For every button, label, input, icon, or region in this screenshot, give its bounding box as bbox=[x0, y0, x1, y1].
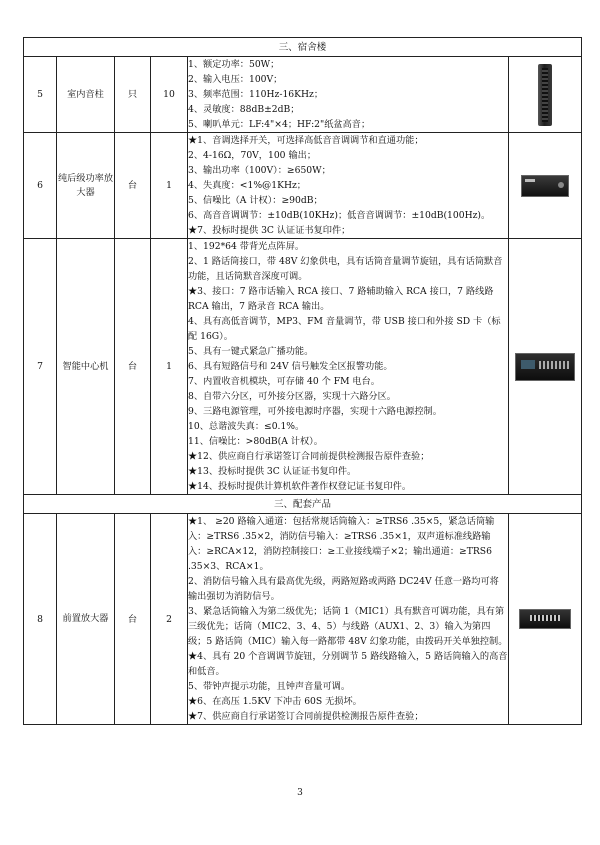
spec-line: 11、信噪比：>80dB(A 计权）。 bbox=[188, 436, 323, 447]
table-row bbox=[24, 239, 582, 495]
spec-line: ★6、在高压 1.5KV 下冲击 60S 无损坏。 bbox=[188, 696, 362, 707]
spec-line: 3、紧急话筒输入为第二级优先；话筒 1（MIC1）具有默音可调功能，具有第三级优先；话筒（MIC2、3、4、5）与线路（AUX1、2、3）输入为第四级；5 路话筒（MIC）输入每一路都带 48V 幻象功能，由拨码开关单独控制。 bbox=[188, 606, 508, 647]
item-unit: 只 bbox=[115, 57, 151, 133]
item-image-cell bbox=[509, 239, 582, 495]
spec-line: 5、信噪比（A 计权）：≥90dB； bbox=[188, 195, 323, 206]
spec-line: 6、具有短路信号和 24V 信号触发全区报警功能。 bbox=[188, 361, 393, 372]
spec-line: 2、1 路话筒接口，带 48V 幻象供电，具有话筒音量调节旋钮，具有话筒默音功能，且话筒默音深度可调。 bbox=[188, 256, 503, 282]
item-name: 智能中心机 bbox=[57, 239, 115, 495]
item-quantity: 1 bbox=[151, 239, 188, 495]
spec-line: 6、高音音调调节：±10dB(10KHz)；低音音调调节：±10dB(100Hz)。 bbox=[188, 210, 491, 221]
spec-line: 1、额定功率：50W； bbox=[188, 59, 280, 70]
spec-line: ★12、供应商自行承诺签订合同前提供检测报告原件查验； bbox=[188, 451, 430, 462]
spec-line: 9、三路电源管理，可外接电源时序器，实现十六路电源控制。 bbox=[188, 406, 442, 417]
power-amplifier-icon bbox=[521, 175, 569, 197]
page-number: 3 bbox=[297, 788, 303, 798]
item-number: 5 bbox=[24, 57, 57, 133]
spec-line: ★4、具有 20 个音调调节旋钮，分别调节 5 路线路输入，5 路话筒输入的高音和低音。 bbox=[188, 651, 508, 677]
section-title-dorm: 三、宿舍楼 bbox=[24, 38, 582, 57]
spec-line: ★1、 ≥20 路输入通道：包括常规话筒输入：≥TRS6 .35×5，紧急话筒输入：≥TRS6 .35×2，消防信号输入：≥TRS6 .35×1，双声道标准线路输入：≥RCA×12，消防控制接口：≥工业接线端子×2；输出通道：≥TRS6 .35×3、RCA×1。 bbox=[188, 516, 495, 572]
section-header-row bbox=[24, 495, 582, 514]
spec-line: 3、频率范围：110Hz-16KHz； bbox=[188, 89, 324, 100]
item-name: 前置放大器 bbox=[57, 514, 115, 725]
table-row bbox=[24, 57, 582, 133]
item-number: 8 bbox=[24, 514, 57, 725]
table-row bbox=[24, 514, 582, 725]
spec-line: ★7、供应商自行承诺签订合同前提供检测报告原件查验； bbox=[188, 711, 424, 722]
spec-line: ★13、投标时提供 3C 认证证书复印件。 bbox=[188, 466, 357, 477]
item-name: 室内音柱 bbox=[57, 57, 115, 133]
spec-line: 2、消防信号输入具有最高优先级，两路短路或两路 DC24V 任意一路均可将输出强切为消防信号。 bbox=[188, 576, 499, 602]
spec-line: ★3、接口：7 路市话输入 RCA 接口、7 路辅助输入 RCA 接口，7 路线路 RCA 输出，7 路录音 RCA 输出。 bbox=[188, 286, 494, 312]
item-unit: 台 bbox=[115, 239, 151, 495]
spec-line: 3、输出功率（100V）：≥650W； bbox=[188, 165, 331, 176]
spec-line: 4、失真度：<1%@1KHz； bbox=[188, 180, 306, 191]
item-quantity: 2 bbox=[151, 514, 188, 725]
spec-line: 8、自带六分区，可外接分区器，实现十六路分区。 bbox=[188, 391, 396, 402]
spec-line: 4、具有高低音调节，MP3、FM 音量调节，带 USB 接口和外接 SD 卡（标配 16G）。 bbox=[188, 316, 501, 342]
spec-line: 7、内置收音机模块，可存储 40 个 FM 电台。 bbox=[188, 376, 380, 387]
item-image-cell bbox=[509, 514, 582, 725]
section-title-accessories: 三、配套产品 bbox=[24, 495, 582, 514]
spec-line: 2、输入电压：100V； bbox=[188, 74, 283, 85]
item-specs bbox=[188, 57, 509, 133]
item-specs bbox=[188, 514, 509, 725]
spec-line: ★14、投标时提供计算机软件著作权登记证书复印件。 bbox=[188, 481, 412, 492]
spec-line: 4、灵敏度：88dB±2dB； bbox=[188, 104, 300, 115]
spec-line: 5、带钟声提示功能，且钟声音量可调。 bbox=[188, 681, 351, 692]
spec-line: 10、总谐波失真：≤0.1%。 bbox=[188, 421, 305, 432]
section-header-row bbox=[24, 38, 582, 57]
item-image-cell bbox=[509, 133, 582, 239]
item-unit: 台 bbox=[115, 514, 151, 725]
item-number: 7 bbox=[24, 239, 57, 495]
item-specs bbox=[188, 239, 509, 495]
item-number: 6 bbox=[24, 133, 57, 239]
spec-line: ★7、投标时提供 3C 认证证书复印件； bbox=[188, 225, 351, 236]
item-image-cell bbox=[509, 57, 582, 133]
spec-line: 1、192*64 带背光点阵屏。 bbox=[188, 241, 305, 252]
spec-line: ★1、音调选择开关，可选择高低音音调调节和直通功能； bbox=[188, 135, 424, 146]
item-quantity: 1 bbox=[151, 133, 188, 239]
spec-line: 5、具有一键式紧急广播功能。 bbox=[188, 346, 314, 357]
spec-line: 2、4-16Ω，70V，100 输出； bbox=[188, 150, 317, 161]
central-controller-icon bbox=[515, 353, 575, 381]
item-name: 纯后级功率放大器 bbox=[57, 133, 115, 239]
column-speaker-icon bbox=[538, 64, 552, 126]
item-quantity: 10 bbox=[151, 57, 188, 133]
preamplifier-icon bbox=[519, 609, 571, 629]
table-row bbox=[24, 133, 582, 239]
equipment-spec-table bbox=[23, 37, 582, 725]
spec-line: 5、喇叭单元：LF:4"×4；HF:2"纸盆高音； bbox=[188, 119, 371, 130]
item-specs bbox=[188, 133, 509, 239]
item-unit: 台 bbox=[115, 133, 151, 239]
